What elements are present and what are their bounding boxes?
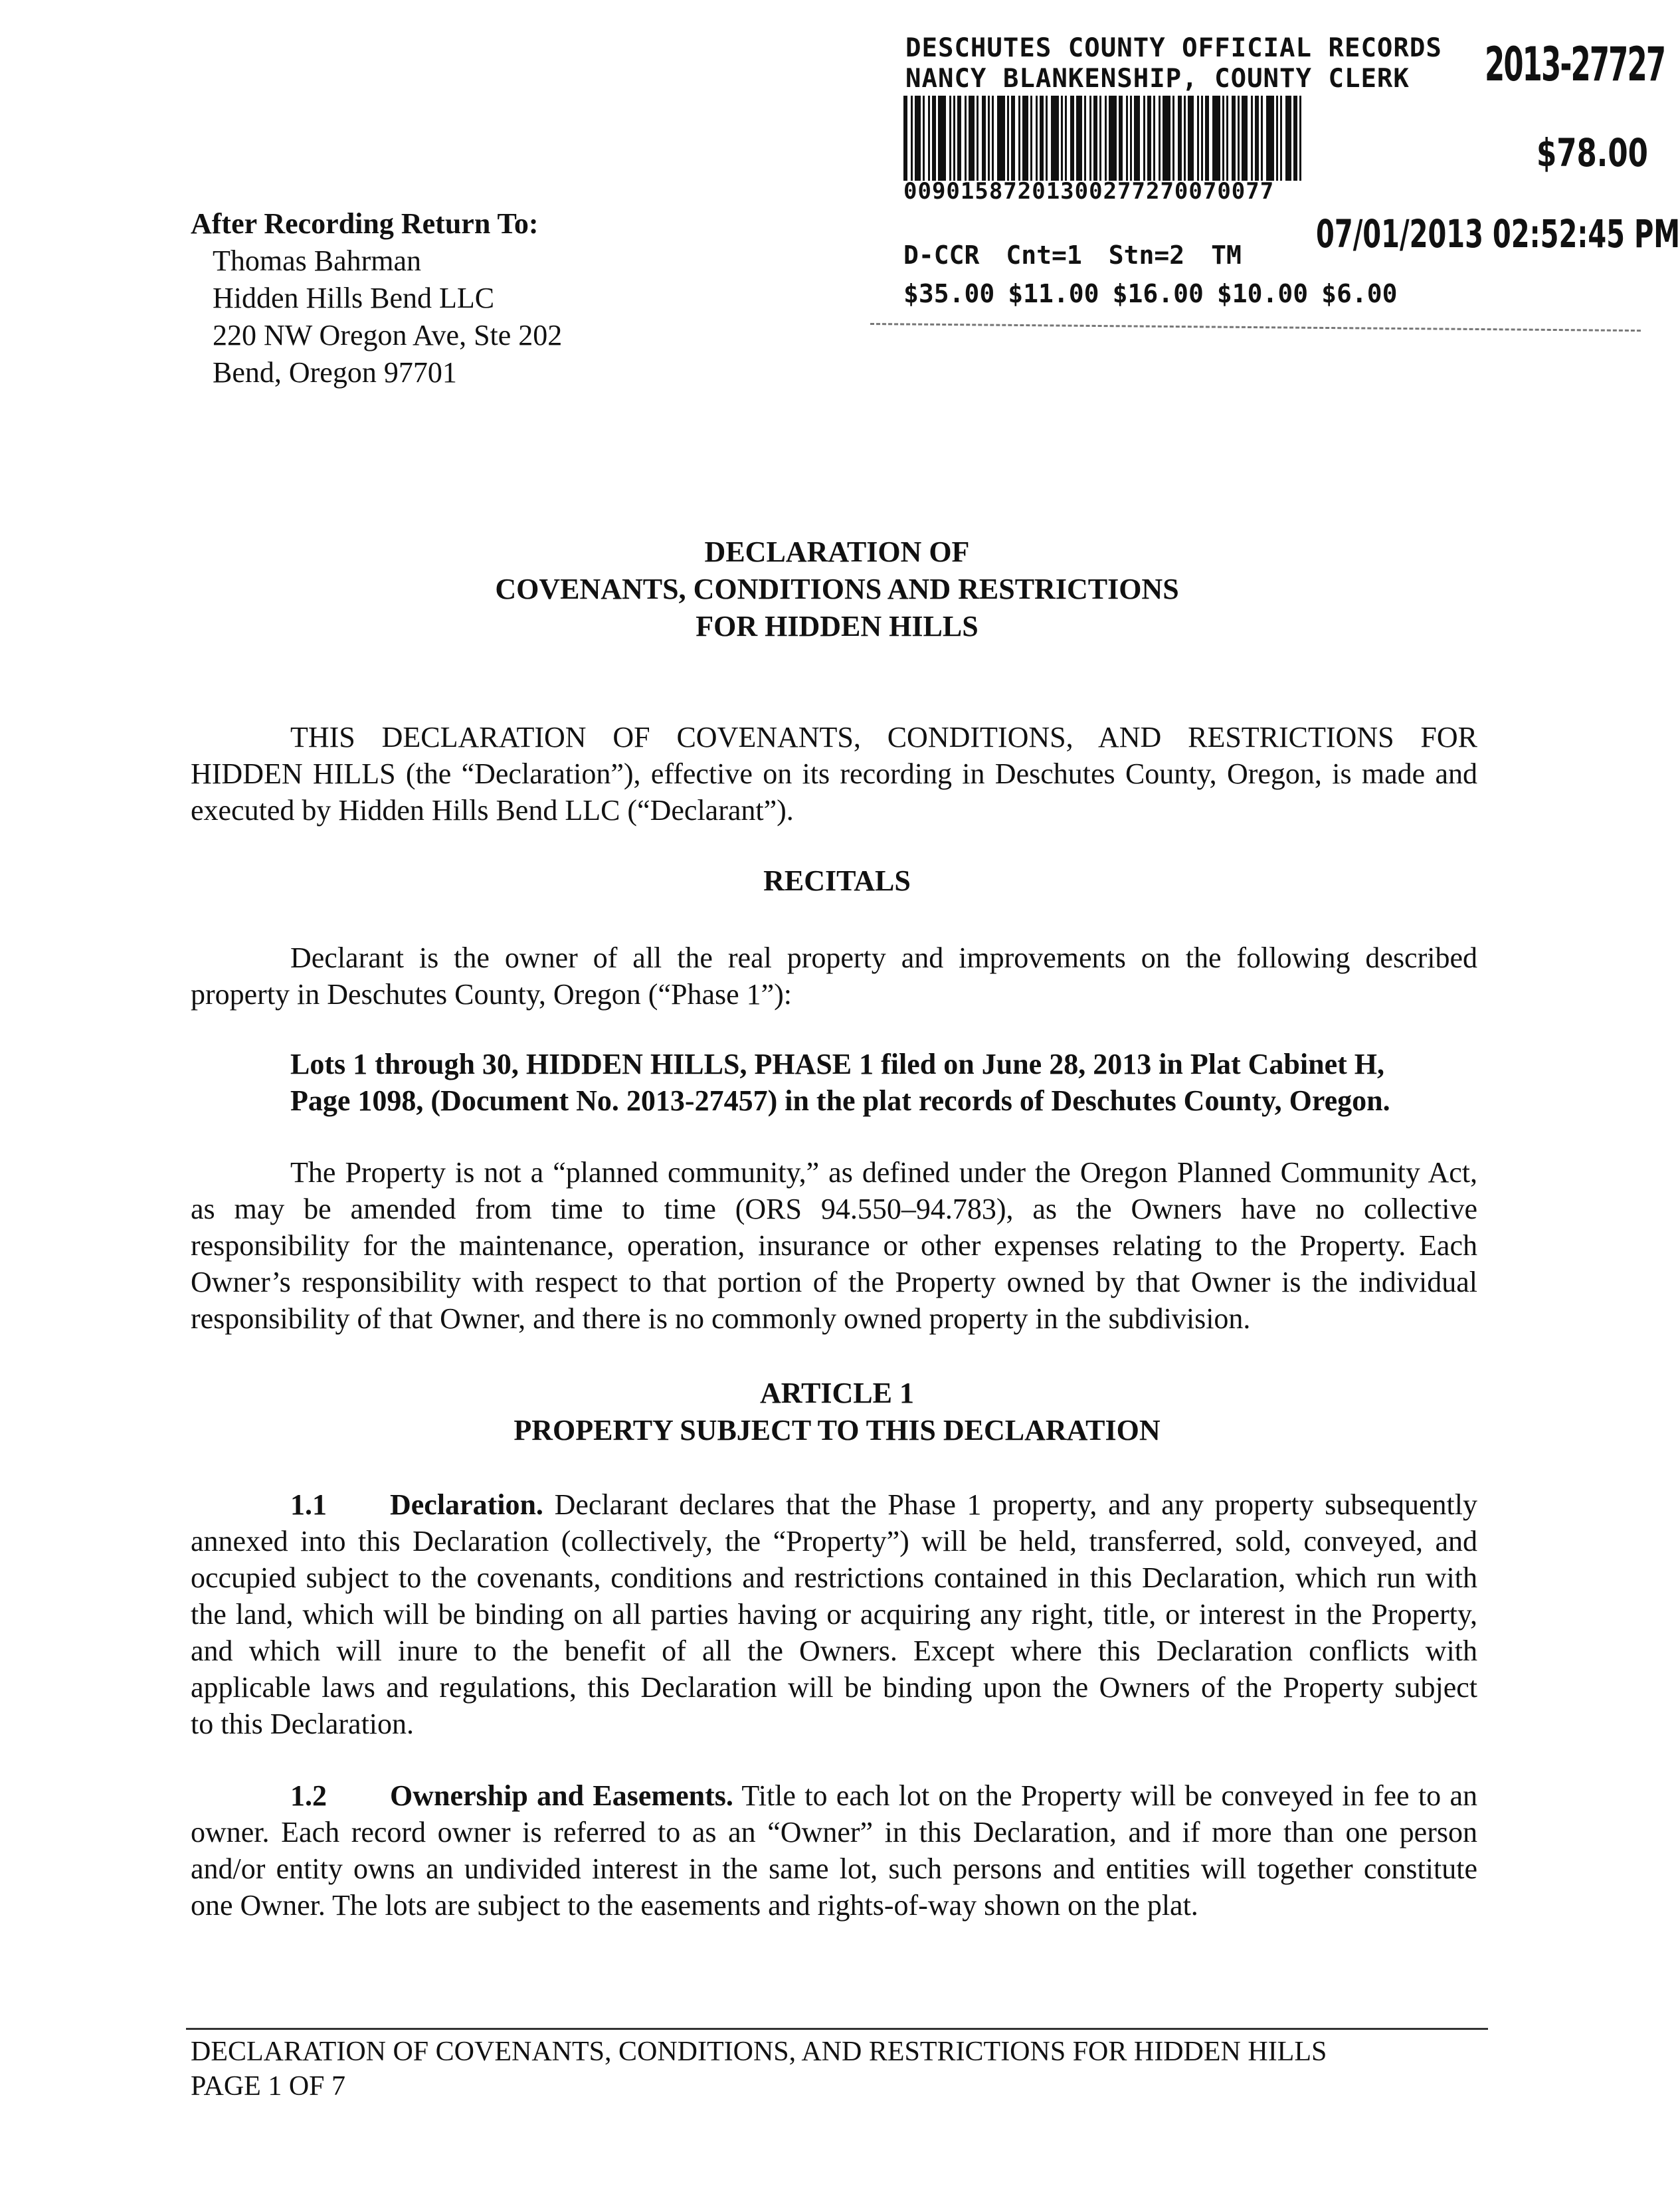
paragraph-line: one Owner. The lots are subject to the easements and rights-of-way shown on the plat. [191, 1889, 1198, 1922]
page-number: PAGE 1 OF 7 [191, 2071, 346, 2102]
document-title [0, 534, 1674, 645]
stamp-fee: $11.00 [1008, 279, 1099, 308]
records-office-line: DESCHUTES COUNTY OFFICIAL RECORDS [905, 33, 1442, 63]
section-title: Ownership and Easements. [390, 1779, 733, 1812]
barcode-image [903, 96, 1422, 181]
paragraph-line: owner. Each record owner is referred to as an “Owner” in this Declaration, and if more than one person [191, 1816, 1477, 1848]
intro-paragraph [191, 719, 1477, 829]
section-first-line [191, 1486, 1477, 1523]
paragraph-line: applicable laws and regulations, this Declaration will be binding upon the Owners of the Property subject [191, 1671, 1477, 1704]
legal-description [290, 1046, 1479, 1119]
stamp-codes [903, 241, 1268, 270]
stamp-divider [870, 323, 1641, 332]
paragraph-line: responsibility of that Owner, and there is no commonly owned property in the subdivision. [191, 1302, 1251, 1335]
paragraph-line: the land, which will be binding on all parties having or acquiring any right, title, or interest in the Property, [191, 1598, 1477, 1631]
footer-rule [186, 2028, 1488, 2030]
paragraph-line: The Property is not a “planned community,” as defined under the Oregon Planned Community Act, [290, 1156, 1477, 1189]
paragraph-line: occupied subject to the covenants, conditions and restrictions contained in this Declaration, which run with [191, 1561, 1477, 1594]
article-title: PROPERTY SUBJECT TO THIS DECLARATION [513, 1414, 1161, 1446]
barcode-number: 00901587201300277270070077 [903, 178, 1275, 205]
return-address-line: Thomas Bahrman [213, 245, 422, 277]
stamp-fee-breakdown [903, 279, 1411, 308]
footer-title: DECLARATION OF COVENANTS, CONDITIONS, AND RESTRICTIONS FOR HIDDEN HILLS [191, 2037, 1327, 2067]
recorded-datetime: 07/01/2013 02:52:45 PM [1316, 211, 1680, 256]
section-1-1 [191, 1486, 1477, 1742]
recitals-paragraph-1 [191, 940, 1477, 1013]
paragraph-line: annexed into this Declaration (collectively, the “Property”) will be held, transferred, sold, conveyed, and [191, 1525, 1477, 1557]
paragraph-line: Declarant is the owner of all the real property and improvements on the following described [290, 942, 1477, 974]
return-address-line: Bend, Oregon 97701 [213, 356, 457, 389]
stamp-code: Cnt=1 [1006, 241, 1082, 270]
paragraph-line: as may be amended from time to time (ORS 94.550–94.783), as the Owners have no collective [191, 1193, 1477, 1225]
paragraph-line: to this Declaration. [191, 1708, 415, 1740]
stamp-fee: $16.00 [1112, 279, 1204, 308]
recording-stamp-header [905, 33, 1442, 94]
section-1-2 [191, 1777, 1477, 1924]
section-title: Declaration. [390, 1488, 543, 1521]
paragraph-line: and which will inure to the benefit of all the Owners. Except where this Declaration conflicts with [191, 1635, 1477, 1667]
article-1-heading [0, 1375, 1674, 1449]
stamp-fee: $6.00 [1321, 279, 1398, 308]
legal-description-line: Lots 1 through 30, HIDDEN HILLS, PHASE 1 filed on June 28, 2013 in Plat Cabinet H, [290, 1048, 1384, 1080]
recitals-heading: RECITALS [763, 864, 911, 897]
section-number: 1.2 [290, 1779, 327, 1812]
stamp-fee: $10.00 [1216, 279, 1309, 308]
title-line: DECLARATION OF [704, 536, 970, 568]
document-number: 2013-27727 [1485, 37, 1665, 92]
paragraph-line: and/or entity owns an undivided interest in the same lot, such persons and entities will together constitute [191, 1852, 1477, 1885]
paragraph-line: responsibility for the maintenance, operation, insurance or other expenses relating to the Property. Each [191, 1229, 1477, 1262]
section-text: Declarant declares that the Phase 1 property, and any property subsequently [554, 1488, 1477, 1521]
stamp-code: D-CCR [903, 241, 980, 270]
total-recording-fee: $78.00 [1537, 130, 1648, 175]
stamp-fee: $35.00 [903, 279, 995, 308]
paragraph-line: executed by Hidden Hills Bend LLC (“Declarant”). [191, 794, 794, 827]
return-address-block [191, 205, 562, 391]
return-address-title: After Recording Return To: [191, 207, 539, 240]
paragraph-line: HIDDEN HILLS (the “Declaration”), effective on its recording in Deschutes County, Oregon, is made and [191, 757, 1477, 790]
article-number: ARTICLE 1 [760, 1377, 914, 1409]
county-clerk-line: NANCY BLANKENSHIP, COUNTY CLERK [905, 64, 1410, 94]
page-footer [191, 2035, 1327, 2104]
section-text: Title to each lot on the Property will be conveyed in fee to an [741, 1779, 1477, 1812]
section-number: 1.1 [290, 1488, 327, 1521]
recitals-paragraph-2 [191, 1154, 1477, 1337]
title-line: FOR HIDDEN HILLS [696, 610, 979, 643]
return-address-line: Hidden Hills Bend LLC [213, 282, 495, 314]
stamp-code: Stn=2 [1108, 241, 1185, 270]
title-line: COVENANTS, CONDITIONS AND RESTRICTIONS [495, 573, 1179, 605]
paragraph-line: THIS DECLARATION OF COVENANTS, CONDITIONS, AND RESTRICTIONS FOR [290, 721, 1477, 753]
return-address-line: 220 NW Oregon Ave, Ste 202 [213, 319, 563, 351]
paragraph-line: Owner’s responsibility with respect to that portion of the Property owned by that Owner is the individual [191, 1266, 1477, 1298]
legal-description-line: Page 1098, (Document No. 2013-27457) in the plat records of Deschutes County, Oregon. [290, 1084, 1390, 1117]
section-first-line [191, 1777, 1477, 1814]
stamp-code: TM [1211, 241, 1242, 270]
paragraph-line: property in Deschutes County, Oregon (“Phase 1”): [191, 978, 793, 1011]
